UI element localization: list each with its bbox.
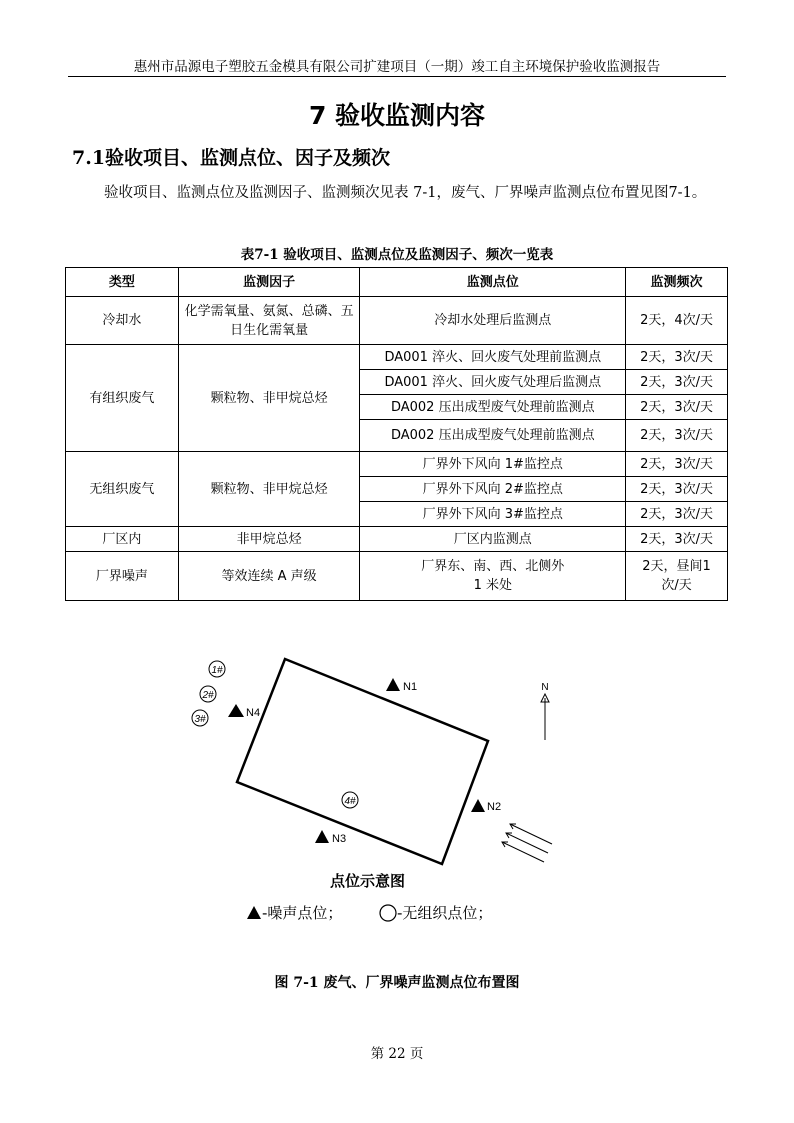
noise-point-n3-label: N3	[332, 833, 347, 845]
legend-noise	[247, 904, 342, 922]
cell-point: 厂界东、南、西、北侧外 1 米处	[360, 552, 626, 601]
cell-point: 厂界外下风向 1#监控点	[360, 452, 626, 477]
cell-frequency: 2天，3次/天	[626, 370, 728, 395]
air-point-3-label: 3#	[194, 714, 206, 725]
header-factor: 监测因子	[178, 268, 360, 297]
figure-caption: 图 7-1 废气、厂界噪声监测点位布置图	[274, 975, 520, 991]
cell-point: DA002 压出成型废气处理前监测点	[360, 395, 626, 420]
air-point-1-label: 1#	[211, 665, 223, 676]
cell-frequency: 2天，3次/天	[626, 477, 728, 502]
table-caption: 表7-1 验收项目、监测点位及监测因子、频次一览表	[240, 247, 554, 263]
legend-air	[380, 904, 492, 922]
header-rule	[68, 76, 726, 77]
table-row	[66, 345, 728, 370]
air-point-1	[209, 661, 225, 677]
air-point-2-label: 2#	[202, 690, 214, 701]
air-circle-icon	[380, 905, 396, 921]
air-point-4	[342, 792, 358, 808]
noise-point-n4-label: N4	[246, 707, 261, 719]
cell-factor: 化学需氧量、氨氮、总磷、五日生化需氧量	[178, 297, 360, 345]
noise-point-n1	[386, 678, 417, 693]
noise-triangle-icon	[315, 830, 329, 843]
cell-point: 厂界外下风向 3#监控点	[360, 502, 626, 527]
cell-factor: 颗粒物、非甲烷总烃	[178, 452, 360, 527]
noise-triangle-icon	[386, 678, 400, 691]
table-row	[66, 297, 728, 345]
north-arrow-icon	[541, 682, 549, 740]
section-title: 7.1验收项目、监测点位、因子及频次	[72, 147, 391, 169]
cell-frequency: 2天，3次/天	[626, 420, 728, 452]
plant-boundary	[237, 659, 488, 864]
cell-point: 冷却水处理后监测点	[360, 297, 626, 345]
cell-factor: 颗粒物、非甲烷总烃	[178, 345, 360, 452]
cell-type: 无组织废气	[66, 452, 179, 527]
cell-frequency: 2天，3次/天	[626, 452, 728, 477]
cell-type: 冷却水	[66, 297, 179, 345]
wind-direction-icon	[502, 824, 552, 862]
cell-factor: 非甲烷总烃	[178, 527, 360, 552]
noise-point-n2	[471, 799, 501, 813]
noise-point-n2-label: N2	[487, 801, 502, 813]
header-type: 类型	[66, 268, 179, 297]
cell-frequency: 2天，3次/天	[626, 345, 728, 370]
noise-triangle-icon	[247, 906, 261, 919]
site-layout-diagram	[180, 652, 560, 927]
cell-frequency: 2天，昼间1次/天	[626, 552, 728, 601]
table-row	[66, 527, 728, 552]
noise-point-n4	[228, 704, 260, 719]
table-header-row	[66, 268, 728, 297]
cell-frequency: 2天，4次/天	[626, 297, 728, 345]
cell-point: 厂界外下风向 2#监控点	[360, 477, 626, 502]
body-paragraph: 验收项目、监测点位及监测因子、监测频次见表 7-1，废气、厂界噪声监测点位布置见图7-1。	[104, 185, 707, 201]
cell-type: 有组织废气	[66, 345, 179, 452]
cell-factor: 等效连续 A 声级	[178, 552, 360, 601]
page-number: 第 22 页	[370, 1046, 424, 1062]
legend-noise-label: -噪声点位；	[262, 904, 343, 922]
header-frequency: 监测频次	[626, 268, 728, 297]
cell-frequency: 2天，3次/天	[626, 527, 728, 552]
cell-type: 厂区内	[66, 527, 179, 552]
noise-point-n1-label: N1	[403, 681, 418, 693]
north-label: N	[541, 682, 549, 693]
cell-type: 厂界噪声	[66, 552, 179, 601]
air-point-3	[192, 710, 208, 726]
diagram-title: 点位示意图	[330, 872, 406, 890]
cell-point: DA002 压出成型废气处理前监测点	[360, 420, 626, 452]
noise-point-n3	[315, 830, 346, 845]
header-point: 监测点位	[360, 268, 626, 297]
air-point-2	[200, 686, 216, 702]
noise-triangle-icon	[471, 799, 485, 812]
noise-triangle-icon	[228, 704, 244, 717]
cell-point: DA001 淬火、回火废气处理后监测点	[360, 370, 626, 395]
monitoring-table	[65, 267, 728, 601]
table-row	[66, 452, 728, 477]
cell-frequency: 2天，3次/天	[626, 395, 728, 420]
cell-point: DA001 淬火、回火废气处理前监测点	[360, 345, 626, 370]
cell-frequency: 2天，3次/天	[626, 502, 728, 527]
table-row	[66, 552, 728, 601]
legend-air-label: -无组织点位；	[397, 904, 493, 922]
cell-point: 厂区内监测点	[360, 527, 626, 552]
chapter-title: 7 验收监测内容	[308, 101, 486, 130]
page-header: 惠州市品源电子塑胶五金模具有限公司扩建项目（一期）竣工自主环境保护验收监测报告	[133, 59, 661, 75]
air-point-4-label: 4#	[344, 796, 356, 807]
